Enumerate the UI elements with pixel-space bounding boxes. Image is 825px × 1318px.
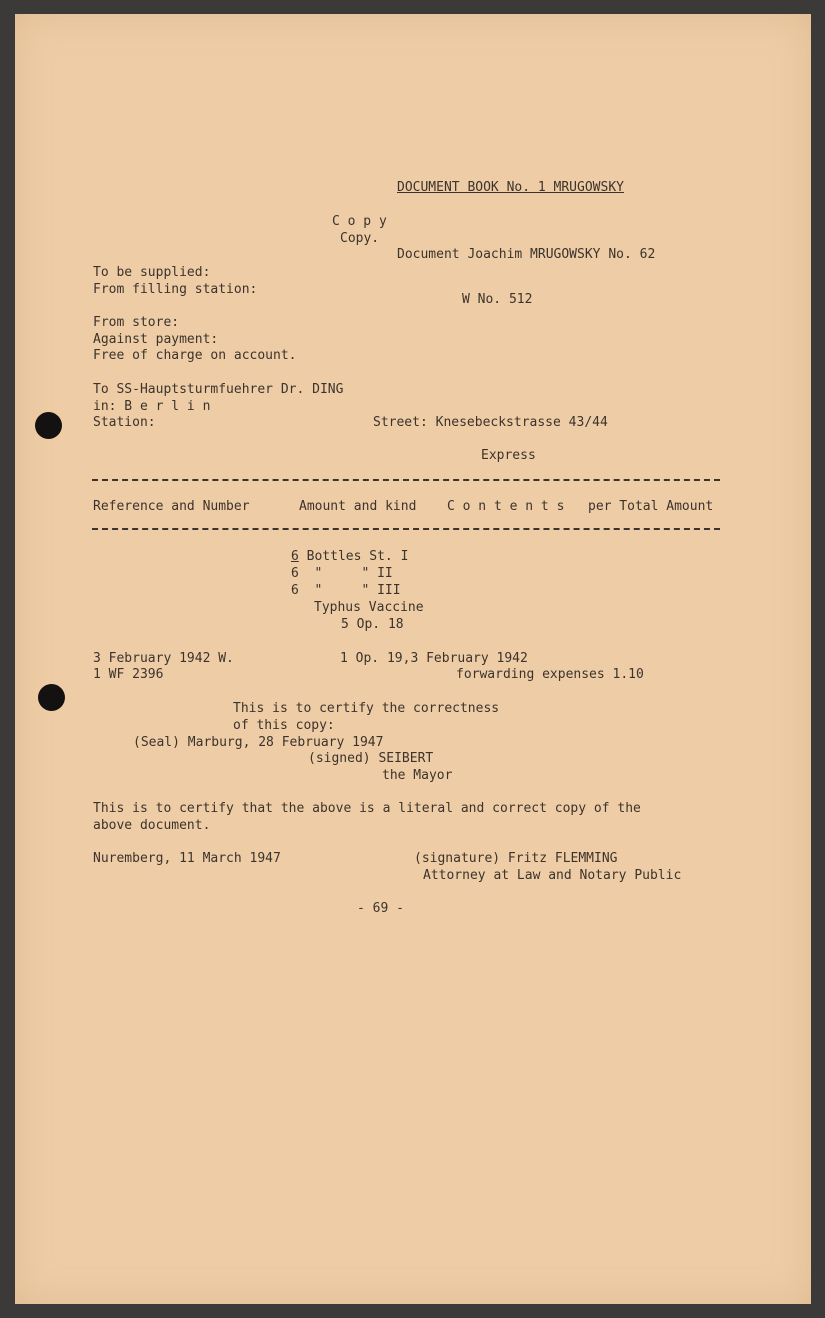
- vaccine-label: Typhus Vaccine: [314, 600, 424, 615]
- copy-label: Copy.: [340, 231, 380, 246]
- op-18-label: 5 Op. 18: [341, 617, 404, 632]
- item-quantity: 6: [291, 549, 299, 564]
- attorney-signature: (signature) Fritz FLEMMING: [414, 851, 618, 866]
- copy-spaced-label: C o p y: [332, 214, 387, 229]
- certification-line-1: This is to certify the correctness: [233, 701, 500, 716]
- place-date: Nuremberg, 11 March 1947: [93, 851, 281, 866]
- column-contents-header: C o n t e n t s: [447, 499, 565, 514]
- forwarding-expenses: forwarding expenses 1.10: [456, 667, 644, 682]
- column-amount-header: Amount and kind: [299, 499, 417, 514]
- signed-line: (signed) SEIBERT: [308, 751, 434, 766]
- item-line-2: 6 " " II: [291, 566, 393, 581]
- w-number: W No. 512: [462, 292, 533, 307]
- to-be-supplied-label: To be supplied:: [93, 265, 211, 280]
- attestation-line-1: This is to certify that the above is a literal and correct copy of the: [93, 801, 641, 816]
- mayor-line: the Mayor: [382, 768, 453, 783]
- column-total-header: per Total Amount: [588, 499, 714, 514]
- street-address: Street: Knesebeckstrasse 43/44: [373, 415, 608, 430]
- document-book-heading: DOCUMENT BOOK No. 1 MRUGOWSKY: [397, 180, 624, 195]
- reference-number: 1 WF 2396: [93, 667, 164, 682]
- op-19-entry: 1 Op. 19,3 February 1942: [340, 651, 528, 666]
- punch-hole: [35, 412, 62, 439]
- attestation-line-2: above document.: [93, 818, 211, 833]
- certification-line-2: of this copy:: [233, 718, 335, 733]
- page-number: - 69 -: [357, 901, 404, 916]
- punch-hole: [38, 684, 65, 711]
- free-of-charge-label: Free of charge on account.: [93, 348, 297, 363]
- recipient-line: To SS-Hauptsturmfuehrer Dr. DING: [93, 382, 344, 397]
- document-number: Document Joachim MRUGOWSKY No. 62: [397, 247, 656, 262]
- table-header-rule: [92, 528, 720, 530]
- table-top-rule: [92, 479, 720, 481]
- express-label: Express: [481, 448, 536, 463]
- column-reference-header: Reference and Number: [93, 499, 250, 514]
- recipient-city: in: B e r l i n: [93, 399, 211, 414]
- date-entry: 3 February 1942 W.: [93, 651, 234, 666]
- attorney-title: Attorney at Law and Notary Public: [423, 868, 682, 883]
- from-store-label: From store:: [93, 315, 180, 330]
- station-label: Station:: [93, 415, 156, 430]
- item-line-3: 6 " " III: [291, 583, 401, 598]
- from-filling-station-label: From filling station:: [93, 282, 258, 297]
- item-description: Bottles St. I: [298, 549, 409, 564]
- item-line-1: [291, 548, 408, 565]
- seal-line: (Seal) Marburg, 28 February 1947: [133, 735, 384, 750]
- against-payment-label: Against payment:: [93, 332, 219, 347]
